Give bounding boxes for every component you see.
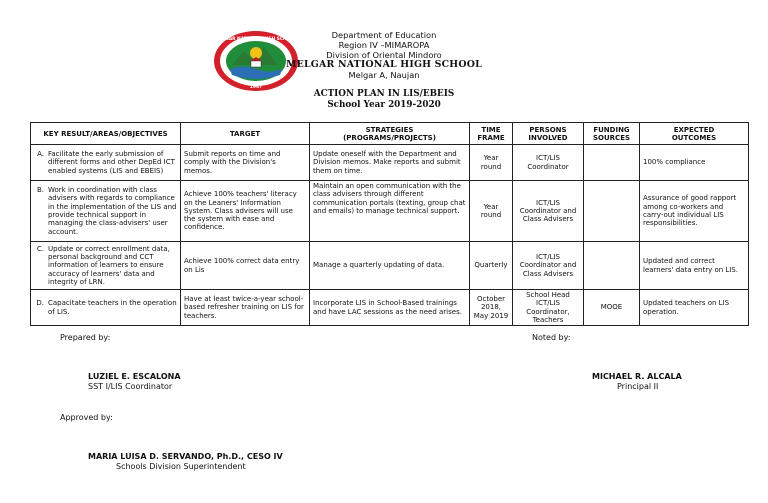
- header-time-frame: TIME FRAME: [470, 123, 513, 145]
- header-persons: PERSONS INVOLVED: [513, 123, 584, 145]
- approver-name: MARIA LUISA D. SERVANDO, Ph.D., CESO IV: [88, 452, 283, 461]
- cell-persons: ICT/LIS Coordinator and Class Advisers: [513, 242, 584, 290]
- cell-objective: B. Work in coordination with class advisers with regards to compliance in the implementation of the LIS and provide technical support in managing the class-advisers' user account.: [31, 181, 181, 242]
- header-funding: FUNDING SOURCES: [584, 123, 640, 145]
- cell-outcome: Updated teachers on LIS operation.: [640, 290, 749, 326]
- cell-persons: ICT/LIS Coordinator: [513, 145, 584, 181]
- cell-strategy: Update oneself with the Department and Division memos. Make reports and submit them on time.: [310, 145, 470, 181]
- cell-time: October 2018, May 2019: [470, 290, 513, 326]
- cell-strategy: Maintain an open communication with the class advisers through different communication portals (texting, group chat and emails) to manage technical support.: [310, 181, 470, 242]
- table-header-row: [31, 123, 749, 145]
- cell-time: Year round: [470, 181, 513, 242]
- noter-title: Principal II: [617, 382, 659, 391]
- cell-strategy: Manage a quarterly updating of data.: [310, 242, 470, 290]
- title-plan: ACTION PLAN IN LIS/EBEIS: [313, 89, 455, 99]
- header-strategies: STRATEGIES (PROGRAMS/PROJECTS): [310, 123, 470, 145]
- header-division: Division of Oriental Mindoro: [326, 50, 442, 60]
- cell-persons: ICT/LIS Coordinator and Class Advisers: [513, 181, 584, 242]
- cell-target: Achieve 100% teachers' literacy on the Leaners' Information System. Class advisers will use the system with ease and confidence.: [181, 181, 310, 242]
- action-plan-table: [30, 122, 749, 326]
- header-region: Region IV –MIMAROPA: [338, 40, 430, 50]
- preparer-title: SST I/LIS Coordinator: [88, 382, 173, 391]
- cell-time: Year round: [470, 145, 513, 181]
- table-row: [31, 181, 749, 242]
- cell-objective: A. Facilitate the early submission of different forms and other DepEd ICT enabled systems (LIS and EBEIS): [31, 145, 181, 181]
- approver-title: Schools Division Superintendent: [116, 462, 246, 471]
- cell-funding: [584, 242, 640, 290]
- cell-outcome: 100% compliance: [640, 145, 749, 181]
- cell-target: Have at least twice-a-year school-based refresher training on LIS for teachers.: [181, 290, 310, 326]
- cell-persons: School Head ICT/LIS Coordinator, Teachers: [513, 290, 584, 326]
- approved-by-label: Approved by:: [60, 413, 113, 422]
- prepared-by-label: Prepared by:: [60, 333, 111, 342]
- table-row: [31, 145, 749, 181]
- cell-funding: MOOE: [584, 290, 640, 326]
- document-header: [0, 30, 768, 80]
- cell-outcome: Assurance of good rapport among co-workers and carry-out individual LIS responsibilities.: [640, 181, 749, 242]
- cell-funding: [584, 145, 640, 181]
- header-address: Melgar A, Naujan: [348, 70, 420, 80]
- seal-year: 1967: [249, 85, 263, 90]
- header-department: Department of Education: [331, 30, 437, 40]
- cell-funding: [584, 181, 640, 242]
- header-school-name: MELGAR NATIONAL HIGH SCHOOL: [286, 59, 482, 70]
- cell-target: Achieve 100% correct data entry on Lis: [181, 242, 310, 290]
- table-row: [31, 290, 749, 326]
- seal-ring-text: MELGAR NATIONAL HIGH SCHOOL: [215, 37, 297, 42]
- document-title: [0, 89, 768, 111]
- cell-objective: D. Capacitate teachers in the operation of LIS.: [31, 290, 181, 326]
- noter-name: MICHAEL R. ALCALA: [592, 372, 682, 381]
- cell-time: Quarterly: [470, 242, 513, 290]
- cell-strategy: Incorporate LIS in School-Based trainings and have LAC sessions as the need arises.: [310, 290, 470, 326]
- header-target: TARGET: [181, 123, 310, 145]
- noted-by-label: Noted by:: [532, 333, 571, 342]
- cell-objective: C. Update or correct enrollment data, personal background and CCT information of learners to ensure accuracy of learners' data and integrity of LRN.: [31, 242, 181, 290]
- header-objectives: KEY RESULT/AREAS/OBJECTIVES: [31, 123, 181, 145]
- preparer-name: LUZIEL E. ESCALONA: [88, 372, 181, 381]
- cell-outcome: Updated and correct learners' data entry on LIS.: [640, 242, 749, 290]
- cell-target: Submit reports on time and comply with the Division's memos.: [181, 145, 310, 181]
- table-row: [31, 242, 749, 290]
- title-school-year: School Year 2019-2020: [327, 100, 441, 110]
- header-outcomes: EXPECTED OUTCOMES: [640, 123, 749, 145]
